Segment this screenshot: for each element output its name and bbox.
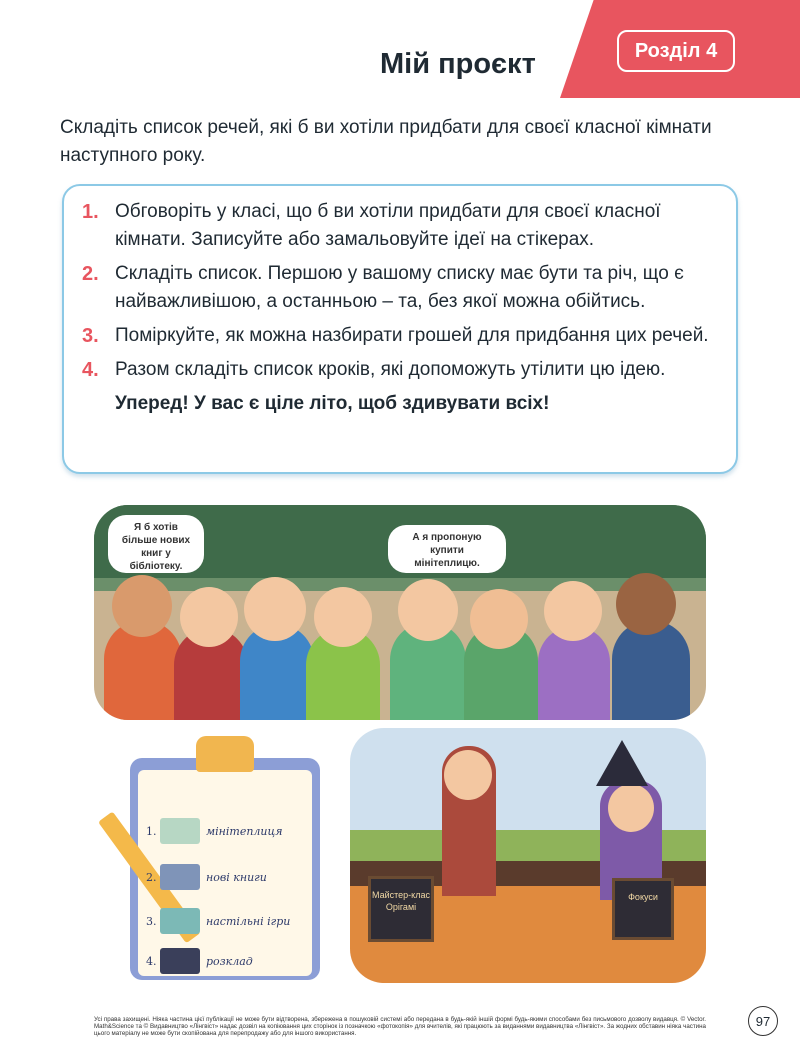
classroom-illustration: [94, 505, 706, 720]
child-head: [544, 581, 602, 641]
sign-magic: Фокуси: [612, 878, 674, 940]
child-head: [244, 577, 306, 641]
task-number: 1.: [82, 201, 99, 223]
task-item: [82, 322, 722, 350]
task-text: Поміркуйте, як можна назбирати грошей для придбання цих речей.: [115, 325, 709, 346]
page-title: Мій проєкт: [380, 48, 536, 80]
page-number: 97: [748, 1006, 778, 1036]
child-head: [616, 573, 676, 635]
wizard-head: [608, 784, 654, 832]
closing-line: Уперед! У вас є ціле літо, щоб здивувати всіх!: [115, 393, 550, 414]
task-number: 4.: [82, 359, 99, 381]
clipboard-item: 1. мінітеплиця: [146, 818, 282, 844]
fair-illustration: [350, 728, 706, 983]
copyright-notice: Усі права захищені. Ніяка частина цієї публікації не може бути відтворена, збережена в пошуковій системі або передана в будь-якій іншій формі будь-якими способами без письмового дозволу видавця. © Vector. Math&Science та © Видавництво «Лінгвіст» надає дозвіл на копіювання цих сторінок із позначкою «фотокопія» для вчителів, які працюють за виданнями видавництва «Лінгвіст». За жодних обставин ніяка частина цього матеріалу не може бути скопійована для перепродажу або для іншого використання.: [94, 1016, 706, 1038]
task-item: [82, 260, 722, 316]
intro-text: Складіть список речей, які б ви хотіли придбати для своєї класної кімнати наступного року.: [60, 117, 712, 166]
task-number: 2.: [82, 263, 99, 285]
task-item: [82, 198, 722, 254]
sign-origami: Майстер-клас Орігамі: [368, 876, 434, 942]
child-head: [470, 589, 528, 649]
clipboard-item: 4. розклад: [146, 948, 253, 974]
clipboard-clip: [196, 736, 254, 772]
clipboard-illustration: [98, 730, 328, 980]
task-number: 3.: [82, 325, 99, 347]
child-head: [398, 579, 458, 641]
speech-bubble: А я пропоную купити мінітеплицю.: [388, 525, 506, 573]
speech-bubble: Я б хотів більше нових книг у бібліотеку.: [108, 515, 204, 573]
board-game-icon: [160, 908, 200, 934]
clipboard-item: 3. настільні ігри: [146, 908, 290, 934]
girl-head: [444, 750, 492, 800]
child-head: [314, 587, 372, 647]
wizard-hat-icon: [596, 740, 648, 786]
child-head: [180, 587, 238, 647]
child-head: [112, 575, 172, 637]
schedule-icon: [160, 948, 200, 974]
clipboard-item: 2. нові книги: [146, 864, 267, 890]
task-text: Складіть список. Першою у вашому списку має бути та річ, що є найважливішою, а останньою – та, без якої можна обійтись.: [115, 263, 684, 312]
greenhouse-icon: [160, 818, 200, 844]
child-figure: [612, 620, 690, 720]
task-text: Обговоріть у класі, що б ви хотіли придбати для своєї класної кімнати. Записуйте або замальовуйте ідеї на стікерах.: [115, 201, 661, 250]
task-text: Разом складіть список кроків, які допоможуть утілити цю ідею.: [115, 359, 666, 380]
task-item: [82, 356, 722, 384]
task-list: [82, 198, 722, 418]
books-icon: [160, 864, 200, 890]
chapter-badge: Розділ 4: [617, 30, 735, 72]
